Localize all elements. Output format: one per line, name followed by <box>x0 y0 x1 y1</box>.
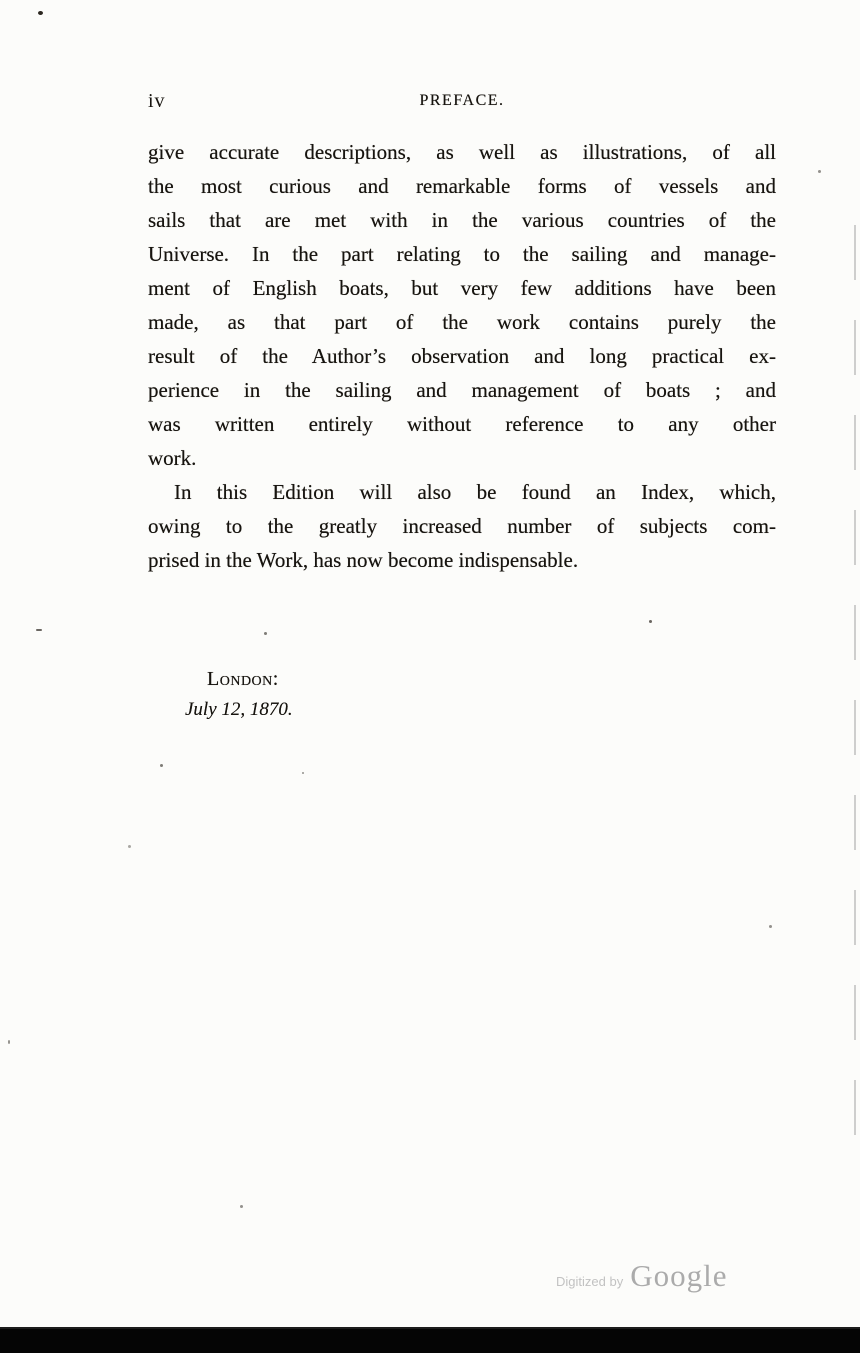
scan-speck <box>302 772 304 774</box>
scan-speck <box>8 1040 10 1044</box>
text-line: result of the Author’s observation and long practical ex- <box>148 344 776 368</box>
scan-speck <box>128 845 131 848</box>
google-logo: Google <box>630 1258 728 1293</box>
scan-edge-right-line <box>854 225 856 1155</box>
page-header <box>148 88 776 114</box>
scan-speck <box>36 629 42 631</box>
scan-speck <box>769 925 772 928</box>
imprint-date: July 12, 1870. <box>185 699 293 720</box>
scan-speck <box>649 620 652 623</box>
scan-speck <box>818 170 821 173</box>
preface-body <box>148 135 776 577</box>
text-line: In this Edition will also be found an Index, which, <box>174 480 776 504</box>
scan-speck <box>160 764 163 767</box>
text-line: perience in the sailing and management of boats ; and <box>148 378 776 402</box>
digitized-by-label: Digitized by <box>556 1274 624 1289</box>
text-line: give accurate descriptions, as well as illustrations, of all <box>148 140 776 164</box>
scan-edge-bottom-bar <box>0 1327 860 1353</box>
scan-speck <box>38 11 43 15</box>
google-watermark <box>556 1258 727 1294</box>
text-line: made, as that part of the work contains purely the <box>148 310 776 334</box>
paragraph <box>148 475 776 577</box>
running-title: PREFACE. <box>419 92 505 109</box>
text-line: was written entirely without reference to any other <box>148 412 776 436</box>
text-line: owing to the greatly increased number of subjects com- <box>148 514 776 538</box>
text-line: ment of English boats, but very few additions have been <box>148 276 776 300</box>
text-line: the most curious and remarkable forms of vessels and <box>148 174 776 198</box>
scan-speck <box>264 632 267 635</box>
text-line: prised in the Work, has now become indispensable. <box>148 548 579 572</box>
imprint-block <box>148 668 293 721</box>
paragraph <box>148 135 776 475</box>
page-number: iv <box>148 90 166 112</box>
scan-speck <box>240 1205 243 1208</box>
text-line: Universe. In the part relating to the sailing and manage- <box>148 242 776 266</box>
imprint-place: London: <box>207 668 279 690</box>
text-line: work. <box>148 446 197 470</box>
text-line: sails that are met with in the various countries of the <box>148 208 776 232</box>
